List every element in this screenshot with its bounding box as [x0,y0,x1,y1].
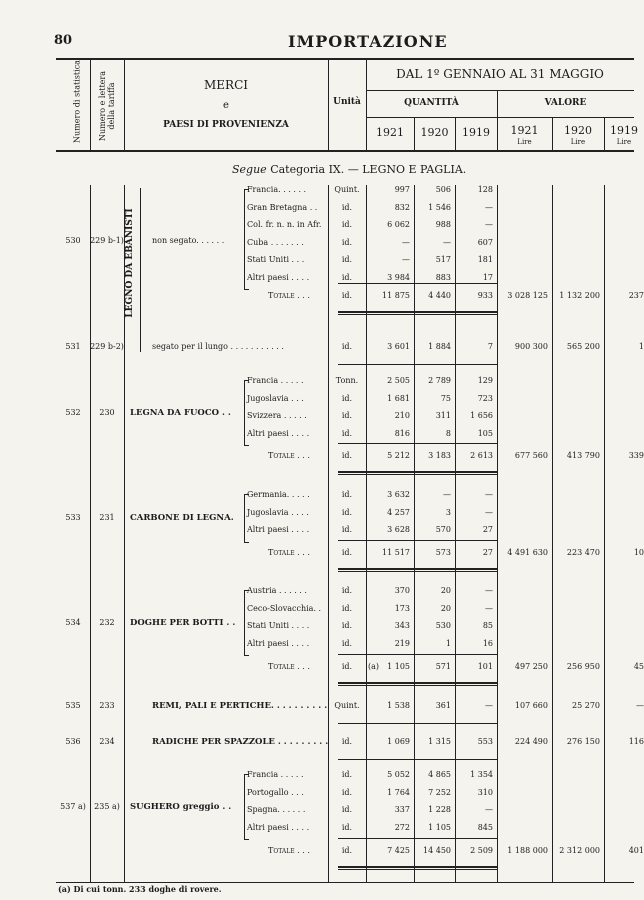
cell-q21: 997 [394,185,410,194]
cell-q19: — [485,507,493,517]
cell-q19: 845 [477,822,493,832]
unit: id. [341,220,353,229]
cell-q21: 5 052 [387,770,410,779]
cell-q21: 816 [394,428,410,438]
cell-q19: 27 [482,548,493,557]
cell-q19: 310 [477,787,493,797]
cell-q20: — [443,490,451,499]
cell-v21: 497 250 [514,662,548,671]
rule [338,568,497,570]
unit: id. [341,525,353,534]
cell-q19: 85 [482,621,493,630]
cell-q21: 370 [394,586,410,595]
row-tariffa: 230 [99,408,115,417]
cell-q21: 11 517 [382,548,410,557]
header-year-q19: 1919 [462,126,490,139]
category-segue: Segue [232,163,267,176]
cell-q20: — [443,237,451,247]
rule [338,866,497,868]
header-quantita: QUANTITÀ [404,98,459,108]
cell-q20: 571 [435,662,451,671]
row-tariffa: 234 [99,737,115,746]
cell-q20: 517 [435,255,451,264]
rule [338,364,497,365]
category-heading [232,163,466,176]
header-unita: Unità [333,97,361,107]
cell-q20: 2 789 [428,376,451,385]
country-name: Spagna. . . . . . [247,805,306,814]
cell-v20: 413 790 [566,451,600,460]
country-name: Ceco-Slovacchia. . [247,603,322,613]
rule [338,283,497,284]
cell-q20: 530 [435,621,451,630]
cell-v20: 223 470 [566,548,600,557]
cell-q20: 1 105 [428,822,451,832]
rule [338,314,497,315]
cell-q19: 16 [482,638,493,648]
cell-q19: — [485,220,493,229]
header-year-v19: 1919 [610,124,638,137]
cell-q21: 3 984 [387,272,410,282]
totale-label: Totale . . . [268,846,310,855]
unit: Quint. [334,701,360,710]
cell-q21: 11 875 [382,291,410,300]
row-tariffa: 232 [99,618,115,627]
header-qv-rule [366,117,634,118]
cell-q20: 1 546 [428,202,451,212]
cell-q19: 553 [477,737,493,746]
row-merce: RADICHE PER SPAZZOLE . . . . . . . . . [152,737,329,747]
cell-v19: 339 [628,451,644,460]
cell-v19: 45 [633,662,644,671]
cell-q20: 883 [435,272,451,282]
country-name: Altri paesi . . . . [247,822,310,832]
row-tariffa: 231 [99,513,115,522]
cell-q21: — [402,237,410,247]
row-tariffa: 229 b-2) [90,342,124,351]
row-tariffa: 235 a) [94,802,120,811]
unit: id. [341,393,353,403]
country-name: Col. fr. n. n. in Afr. [247,220,322,229]
cell-v19: 237 [628,291,644,300]
unit: id. [341,342,353,351]
header-numero: Numero di statistica [72,60,82,143]
cell-q21: 832 [394,202,410,212]
cell-q20: 1 884 [428,342,451,351]
country-name: Jugoslavia . . . [247,393,304,403]
cell-v20: 565 200 [566,342,600,351]
row-number: 535 [65,701,81,710]
unit: id. [341,822,353,832]
cell-q21: 7 425 [387,846,410,855]
cell-q21: 3 601 [387,342,410,351]
country-name: Svizzera . . . . . [247,411,307,420]
cell-q19: — [485,202,493,212]
cell-q20: 506 [435,185,451,194]
country-name: Francia . . . . . [247,770,304,779]
cell-v19: 116 [628,737,644,746]
unit: id. [341,507,353,517]
cell-v19: — [636,701,644,710]
header-lire: Lire [517,138,532,146]
row-merce: segato per il lungo . . . . . . . . . . . [152,342,284,351]
unit: id. [341,586,353,595]
unit: id. [341,846,353,855]
table-bottom-rule [56,882,634,883]
unit: id. [341,237,353,247]
cell-q20: 1 [445,638,451,648]
unit: id. [341,787,353,797]
cell-q20: 3 [445,507,451,517]
row-merce: DOGHE PER BOTTI . . [130,618,236,628]
cell-v21: 1 188 000 [507,846,548,855]
cell-q20: 75 [440,393,451,403]
header-divider [90,58,91,150]
bracket [244,494,249,543]
row-number: 534 [65,618,81,627]
cell-q19: 128 [477,185,493,194]
cell-q21: 3 632 [387,490,410,499]
cell-q19: 1 354 [470,770,493,779]
country-name: Altri paesi . . . . [247,428,310,438]
cell-q21: 6 062 [387,220,410,229]
cell-q21: 337 [394,805,410,814]
rule [338,311,497,313]
cell-q20: 20 [440,603,451,613]
rule [338,571,497,572]
cell-v20: 2 312 000 [559,846,600,855]
cell-q19: — [485,805,493,814]
unit: id. [341,638,353,648]
rule [338,682,497,684]
cell-q19: 27 [482,525,493,534]
cell-v19: 1 [638,342,644,351]
footnote: (a) Di cui tonn. 233 doghe di rovere. [58,884,222,894]
cell-q21: 5 212 [387,451,410,460]
cell-q19: 2 613 [470,451,493,460]
country-name: Gran Bretagna . . [247,202,318,212]
cell-q21: 3 628 [387,525,410,534]
country-name: Francia . . . . . [247,376,304,385]
row-merce: non segato. . . . . . [152,236,225,245]
unit: Tonn. [335,376,359,385]
cell-q20: 361 [435,701,451,710]
unit: id. [341,411,353,420]
cell-q19: 105 [477,428,493,438]
cell-q19: 17 [482,272,493,282]
cell-q20: 7 252 [428,787,451,797]
cell-q21: 210 [394,411,410,420]
row-number: 531 [65,342,81,351]
country-name: Germania. . . . . [247,490,310,499]
row-number: 532 [65,408,81,417]
cell-q19: 2 509 [470,846,493,855]
header-tariffa: Numero e lettera della tariffa [98,71,116,141]
unit: id. [341,202,353,212]
header-valore: VALORE [544,98,587,108]
cell-q20: 3 183 [428,451,451,460]
unit: id. [341,770,353,779]
row-merce: LEGNA DA FUOCO . . [130,408,231,418]
totale-label: Totale . . . [268,662,310,671]
header-top-rule [56,58,634,60]
cell-v19: 401 [628,846,644,855]
cell-q19: — [485,490,493,499]
header-year-v21: 1921 [510,124,539,137]
row-number: 530 [65,236,81,245]
rule [338,654,497,655]
row-tariffa: 233 [99,701,115,710]
header-paesi: PAESI DI PROVENIENZA [163,120,289,130]
cell-q19: — [485,701,493,710]
row-tariffa: 229 b-1) [90,236,124,245]
rule [338,540,497,541]
totale-label: Totale . . . [268,548,310,557]
cell-q19: — [485,586,493,595]
unit: id. [341,255,353,264]
cell-q21: — [402,255,410,264]
cell-q21: 173 [394,603,410,613]
cell-q20: 4 865 [428,770,451,779]
cell-v19: 10 [633,548,644,557]
unit: id. [341,451,353,460]
cell-q21: 1 069 [387,737,410,746]
totale-label: Totale . . . [268,451,310,460]
page-title: IMPORTAZIONE [288,32,448,51]
country-name: Altri paesi . . . . [247,272,310,282]
rule [338,443,497,444]
unit: id. [341,737,353,746]
country-name: Jugoslavia . . . . [247,507,309,517]
cell-v21: 107 660 [514,701,548,710]
unit: id. [341,428,353,438]
totale-label: Totale . . . [268,291,310,300]
note-marker: (a) [368,662,380,671]
category-label: Categoria IX. — LEGNO E PAGLIA. [270,163,467,176]
unit: id. [341,603,353,613]
page-number: 80 [54,33,73,48]
cell-q21: 272 [394,822,410,832]
cell-v21: 677 560 [514,451,548,460]
header-bottom-rule [56,150,634,152]
country-name: Austria . . . . . . [247,586,307,595]
cell-q21: 343 [394,621,410,630]
cell-q21: 1 105 [387,662,410,671]
country-name: Francia. . . . . . [247,185,307,194]
cell-q19: 7 [487,342,493,351]
cell-q20: 20 [440,586,451,595]
cell-q20: 4 440 [428,291,451,300]
rule [338,685,497,686]
rule [338,474,497,475]
row-merce: REMI, PALI E PERTICHE. . . . . . . . . . [152,701,328,711]
header-period: DAL 1º GENNAIO AL 31 MAGGIO [396,67,604,81]
cell-q21: 1 764 [387,787,410,797]
cell-q19: 1 656 [470,411,493,420]
cell-v21: 4 491 630 [507,548,548,557]
ebanisti-bracket [140,188,141,352]
unit: id. [341,621,353,630]
cell-q21: 2 505 [387,376,410,385]
cell-v20: 1 132 200 [559,291,600,300]
unit: id. [341,805,353,814]
unit: id. [341,291,353,300]
header-year-q21: 1921 [376,126,404,139]
row-number: 537 a) [60,802,86,811]
column-rule [604,185,605,882]
cell-q20: 311 [435,411,451,420]
rule [338,759,497,760]
column-rule [552,185,553,882]
cell-q20: 8 [445,428,451,438]
cell-q19: 607 [477,237,493,247]
cell-q20: 1 228 [428,805,451,814]
rule [338,723,497,724]
cell-q21: 219 [394,638,410,648]
header-year-q20: 1920 [420,126,449,139]
cell-q19: 933 [477,291,493,300]
cell-q20: 570 [435,525,451,534]
cell-v20: 25 270 [572,701,600,710]
cell-v20: 256 950 [566,662,600,671]
cell-q19: 129 [477,376,493,385]
country-name: Altri paesi . . . . [247,525,310,534]
header-lire: Lire [616,138,632,146]
cell-v21: 3 028 125 [507,291,548,300]
cell-q20: 988 [435,220,451,229]
unit: id. [341,662,353,671]
cell-q19: 101 [477,662,493,671]
unit: id. [341,272,353,282]
cell-v21: 224 490 [514,737,548,746]
country-name: Portogallo . . . [247,787,304,797]
cell-q19: — [485,603,493,613]
column-rule [497,185,498,882]
cell-q20: 14 450 [423,846,451,855]
row-number: 533 [65,513,81,522]
rule [338,471,497,473]
unit: Quint. [334,185,360,194]
cell-q19: 181 [477,255,493,264]
row-merce: CARBONE DI LEGNA. [130,513,234,523]
country-name: Stati Uniti . . . . [247,621,310,630]
cell-v20: 276 150 [566,737,600,746]
column-rule [90,185,91,882]
header-e: e [223,100,229,111]
cell-q21: 1 681 [387,393,410,403]
row-number: 536 [65,737,81,746]
country-name: Altri paesi . . . . [247,638,310,648]
vertical-label-ebanisti: LEGNO DA EBANISTI [125,208,135,318]
cell-q20: 573 [435,548,451,557]
cell-q21: 4 257 [387,507,410,517]
cell-q20: 1 315 [428,737,451,746]
cell-q19: 723 [477,393,493,403]
country-name: Cuba . . . . . . . [247,237,304,247]
rule [338,838,497,839]
header-year-v20: 1920 [564,124,592,137]
unit: id. [341,548,353,557]
rule [338,869,497,870]
header-period-rule [366,90,634,91]
row-merce: SUGHERO greggio . . [130,802,232,812]
cell-q21: 1 538 [387,701,410,710]
header-lire: Lire [570,138,586,146]
unit: id. [341,490,353,499]
cell-v21: 900 300 [514,342,548,351]
country-name: Stati Uniti . . . [247,255,305,264]
header-merci: MERCI [203,78,248,92]
